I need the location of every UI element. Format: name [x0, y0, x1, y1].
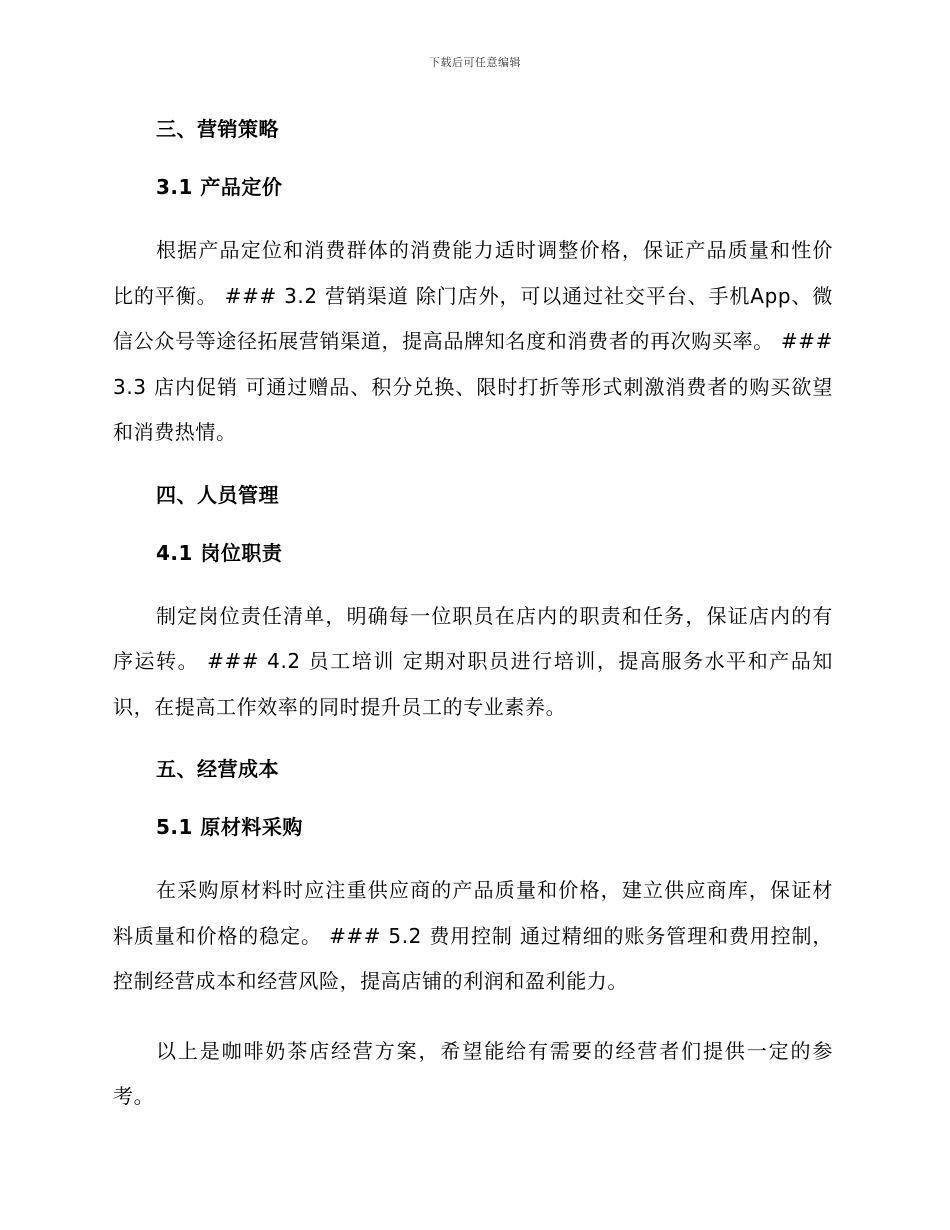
subsection-heading-pricing: 3.1 产品定价: [156, 175, 283, 199]
paragraph-marketing: 根据产品定位和消费群体的消费能力适时调整价格，保证产品质量和性价比的平衡。 ### 3.2 营销渠道 除门店外，可以通过社交平台、手机App、微信公众号等途径拓展营销渠道，提高品牌知名度和消费者的再次购买率。 ### 3.3 店内促销 可通过赠品、积分兑换、限时打折等形式刺激消费者的购买欲望和消费热情。: [113, 238, 833, 444]
section-heading-costs: 五、经营成本: [156, 757, 279, 781]
section-heading-marketing: 三、营销策略: [156, 117, 279, 141]
document-body: [113, 112, 833, 1120]
page-header: 下载后可任意编辑: [429, 56, 521, 69]
paragraph-conclusion: 以上是咖啡奶茶店经营方案，希望能给有需要的经营者们提供一定的参考。: [113, 1038, 833, 1108]
subsection-heading-duties: 4.1 岗位职责: [156, 540, 283, 565]
section-heading-staff: 四、人员管理: [156, 482, 279, 507]
paragraph-costs: 在采购原材料时应注重供应商的产品质量和价格，建立供应商库，保证材料质量和价格的稳定。 ### 5.2 费用控制 通过精细的账务管理和费用控制，控制经营成本和经营风险，提高店铺的利润和盈利能力。: [113, 878, 833, 993]
subsection-heading-procurement: 5.1 原材料采购: [156, 815, 303, 839]
paragraph-staff: 制定岗位责任清单，明确每一位职员在店内的职责和任务，保证店内的有序运转。 ### 4.2 员工培训 定期对职员进行培训，提高服务水平和产品知识，在提高工作效率的同时提升员工的专业素养。: [113, 603, 833, 719]
